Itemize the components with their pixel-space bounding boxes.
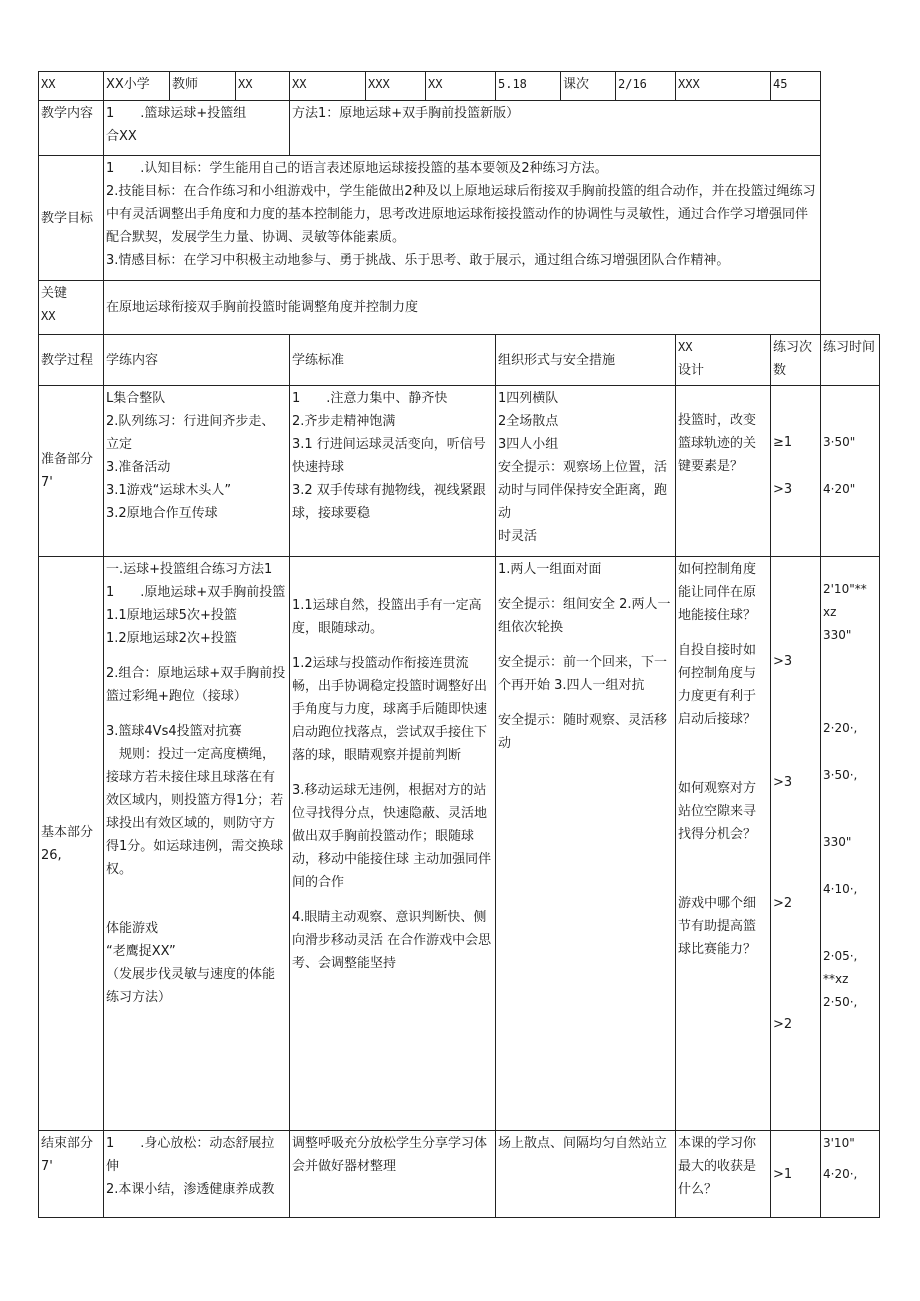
basic-content-item: 规则：投过一定高度横绳，接球方若未接住球且球落在有效区域内，则投篮方得1分；若球投出有效区域的，则防守方得1分。如运球违例，需交换球权。 [106, 747, 284, 877]
content-line-1: 1 .篮球运球+投篮组 [106, 106, 247, 121]
header-row [39, 72, 880, 101]
spacer [292, 767, 493, 779]
basic-durations [821, 557, 880, 1131]
spacer [292, 640, 493, 652]
goal-item: 3.情感目标：在学习中积极主动地参与、勇于挑战、乐于思考、敢于展示，通过组合练习增强团队合作精神。 [106, 253, 730, 268]
end-label-text: 结束部分 [41, 1136, 94, 1151]
end-durations [821, 1131, 880, 1218]
end-duration-item: 3'10" [823, 1136, 855, 1150]
content-row [39, 101, 880, 156]
spacer [823, 901, 877, 945]
goal-item: 1 .认知目标：学生能用自己的语言表述原地运球接投篮的基本要领及2种练习方法。 [106, 161, 608, 176]
basic-content [104, 557, 290, 1131]
header-cell: XX [426, 72, 496, 101]
spacer [773, 454, 818, 478]
spacer [498, 697, 673, 709]
end-content-item: 2.本课小结，渗透健康养成教 [106, 1182, 275, 1197]
basic-design-item: 如何控制角度能让同伴在原地能接住球？ [678, 562, 757, 623]
basic-org-item: 1.两人一组面对面 [498, 562, 602, 577]
header-cell: XXX [366, 72, 426, 101]
content-line-2: 合XX [106, 129, 137, 144]
spacer [292, 558, 493, 594]
prep-duration-item: 3·50" [823, 435, 856, 449]
header-cell: XX小学 [104, 72, 170, 101]
prep-org-item: 安全提示：观察场上位置，活动时与同伴保持安全距离，跑动 [498, 460, 668, 521]
col-process: 教学过程 [39, 335, 104, 386]
prep-label [39, 386, 104, 557]
header-cell: XXX [676, 72, 771, 101]
prep-org [496, 386, 676, 557]
spacer [498, 581, 673, 593]
goal-item: 2.技能目标：在合作练习和小组游戏中，学生能做出2种及以上原地运球后衔接双手胸前投篮的组合动作，并在投篮过绳练习中有灵活调整出手角度和力度的基本控制能力，思考改进原地运球衔接投篮动作的协调性与灵敏性，通过合作学习增强同伴配合默契，发展学生力量、协调、灵敏等体能素质。 [106, 184, 816, 245]
col-design-line-1: XX [678, 340, 693, 354]
header-cell: 5.18 [496, 72, 561, 101]
basic-times-item: >3 [773, 654, 793, 669]
spacer [773, 915, 818, 1013]
basic-standard-item: 3.移动运球无违例，根据对方的站位寻找得分点，快速隐蔽、灵活地做出双手胸前投篮动作；眼随球动，移动中能接住球 主动加强同伴间的合作 [292, 783, 492, 890]
basic-standard [290, 557, 496, 1131]
key-text: 在原地运球衔接双手胸前投篮时能调整角度并控制力度 [104, 281, 821, 335]
basic-content-item: 1.2原地运球2次+投篮 [106, 631, 237, 646]
basic-content-item: 一.运球+投篮组合练习方法1 [106, 562, 273, 577]
prep-times-item: >3 [773, 482, 793, 497]
col-duration: 练习时间 [821, 335, 880, 386]
key-label-line-1: 关键 [41, 286, 68, 301]
basic-standard-item: 1.1运球自然，投篮出手有一定高度，眼随球动。 [292, 598, 482, 636]
basic-org-item: 安全提示：随时观察、灵活移动 [498, 713, 668, 751]
end-content-item: 1 .身心放松：动态舒展拉伸 [106, 1136, 275, 1174]
spacer [823, 787, 877, 831]
key-label [39, 281, 104, 335]
prep-durations [821, 386, 880, 557]
goals-row [39, 156, 880, 281]
spacer [498, 639, 673, 651]
header-cell: XX [39, 72, 104, 101]
header-cell: 45 [771, 72, 821, 101]
col-times: 练习次数 [771, 335, 821, 386]
content-label: 教学内容 [39, 101, 104, 156]
basic-duration-item: 2·50·, [823, 995, 858, 1009]
prep-org-item: 3四人小组 [498, 437, 559, 452]
end-org: 场上散点、间隔均匀自然站立 [496, 1131, 676, 1218]
column-header-row [39, 335, 880, 386]
end-times: >1 [771, 1131, 821, 1218]
basic-times-item: >2 [773, 1017, 793, 1032]
end-duration-item: 4·20·, [823, 1167, 858, 1181]
basic-duration-item: 3·50·, [823, 768, 858, 782]
col-design-line-2: 设计 [678, 363, 705, 378]
prep-minutes: 7' [41, 475, 53, 490]
basic-content-item: 3.篮球4Vs4投篮对抗赛 [106, 724, 242, 739]
spacer [106, 650, 287, 662]
prep-standard-item: 2.齐步走精神饱满 [292, 414, 396, 429]
basic-duration-item: 2·20·, [823, 721, 858, 735]
col-standard: 学练标准 [290, 335, 496, 386]
basic-content-item: （发展步伐灵敏与速度的体能练习方法） [106, 967, 276, 1005]
spacer [823, 387, 877, 431]
prep-design-text: 投篮时，改变篮球轨迹的关键要素是？ [678, 413, 757, 474]
spacer [823, 854, 877, 878]
prep-standard-item: 3.2 双手传球有抛物线，视线紧跟球，接球要稳 [292, 483, 486, 521]
basic-duration-item: 2'10"** [823, 582, 867, 596]
end-standard: 调整呼吸充分放松学生分享学习体会并做好器材整理 [290, 1131, 496, 1218]
prep-label-text: 准备部分 [41, 452, 94, 467]
prep-standard-item: 3.1 行进间运球灵活变向，听信号快速持球 [292, 437, 486, 475]
basic-row [39, 557, 880, 1131]
prep-row [39, 386, 880, 557]
basic-design-item: 游戏中哪个细节有助提高篮球比赛能力？ [678, 896, 757, 957]
content-method: 方法1：原地运球+双手胸前投篮新版） [290, 101, 821, 156]
spacer [773, 558, 818, 650]
end-row [39, 1131, 880, 1218]
lesson-plan-table [38, 71, 880, 1218]
prep-content-item: 3.1游戏“运球木头人” [106, 483, 232, 498]
spacer [823, 647, 877, 717]
basic-content-item: “老鹰捉XX” [106, 944, 176, 959]
key-label-line-2: XX [41, 309, 56, 323]
end-content [104, 1131, 290, 1218]
prep-standard-item: 1 .注意力集中、静齐快 [292, 391, 448, 406]
basic-duration-item: 2·05·, [823, 949, 858, 963]
basic-label-text: 基本部分 [41, 824, 94, 840]
basic-duration-item: 330" [823, 628, 852, 642]
spacer [678, 846, 768, 892]
basic-standard-item: 4.眼睛主动观察、意识判断快、侧向滑步移动灵活 在合作游戏中会思考、会调整能坚持 [292, 910, 492, 971]
basic-design-item: 自投自接时如何控制角度与力度更有利于启动后接球？ [678, 643, 757, 727]
header-cell: 课次 [561, 72, 616, 101]
basic-content-item: 体能游戏 [106, 921, 159, 936]
prep-org-item: 1四列横队 [498, 391, 559, 406]
spacer [773, 673, 818, 771]
prep-org-item: 2全场散点 [498, 414, 559, 429]
spacer [678, 627, 768, 639]
basic-duration-item: 330" [823, 835, 852, 849]
basic-duration-item: xz [823, 605, 837, 619]
basic-duration-item: 4·10·, [823, 882, 858, 896]
basic-org [496, 557, 676, 1131]
basic-minutes: 26, [41, 847, 62, 863]
spacer [106, 881, 287, 917]
key-row [39, 281, 880, 335]
basic-label [39, 557, 104, 1131]
spacer [773, 387, 818, 431]
prep-content [104, 386, 290, 557]
prep-duration-item: 4·20" [823, 482, 856, 496]
spacer [823, 558, 877, 578]
basic-content-item: 2.组合：原地运球+双手胸前投篮过彩绳+跑位（接球） [106, 666, 286, 704]
spacer [823, 740, 877, 764]
header-cell: 教师 [170, 72, 236, 101]
basic-times-item: >3 [773, 775, 793, 790]
end-minutes: 7' [41, 1159, 53, 1174]
prep-content-item: 3.准备活动 [106, 460, 171, 475]
basic-org-item: 安全提示：前一个回来，下一个再开始 3.四人一组对抗 [498, 655, 668, 693]
prep-standard [290, 386, 496, 557]
end-design: 本课的学习你最大的收获是什么？ [676, 1131, 771, 1218]
goals-label: 教学目标 [39, 156, 104, 281]
prep-times [771, 386, 821, 557]
basic-design-item: 如何观察对方站位空隙来寻找得分机会？ [678, 781, 757, 842]
col-design [676, 335, 771, 386]
content-text [104, 101, 290, 156]
spacer [773, 794, 818, 892]
spacer [823, 1155, 877, 1163]
header-cell: XX [236, 72, 290, 101]
header-cell: 2/16 [616, 72, 676, 101]
basic-times [771, 557, 821, 1131]
basic-design [676, 557, 771, 1131]
prep-content-item: 3.2原地合作互传球 [106, 506, 218, 521]
spacer [678, 731, 768, 777]
prep-design [676, 386, 771, 557]
prep-content-item: 2.队列练习：行进间齐步走、立定 [106, 414, 275, 452]
spacer [678, 387, 768, 409]
prep-content-item: L集合整队 [106, 391, 166, 406]
spacer [292, 894, 493, 906]
prep-times-item: ≥1 [773, 435, 793, 450]
spacer [823, 454, 877, 478]
prep-org-item: 时灵活 [498, 529, 538, 544]
basic-duration-item: **xz [823, 972, 849, 986]
basic-content-item: 1 .原地运球+双手胸前投篮 1.1原地运球5次+投篮 [106, 585, 286, 623]
goals-text [104, 156, 821, 281]
spacer [106, 708, 287, 720]
basic-org-item: 安全提示：组间安全 2.两人一组依次轮换 [498, 597, 671, 635]
end-label [39, 1131, 104, 1218]
basic-times-item: >2 [773, 896, 793, 911]
col-content: 学练内容 [104, 335, 290, 386]
col-org: 组织形式与安全措施 [496, 335, 676, 386]
basic-standard-item: 1.2运球与投篮动作衔接连贯流畅，出手协调稳定投篮时调整好出手角度与力度，球离手后随即快速启动跑位找落点，尝试双手接住下落的球，眼睛观察并提前判断 [292, 656, 488, 763]
header-cell: XX [290, 72, 366, 101]
